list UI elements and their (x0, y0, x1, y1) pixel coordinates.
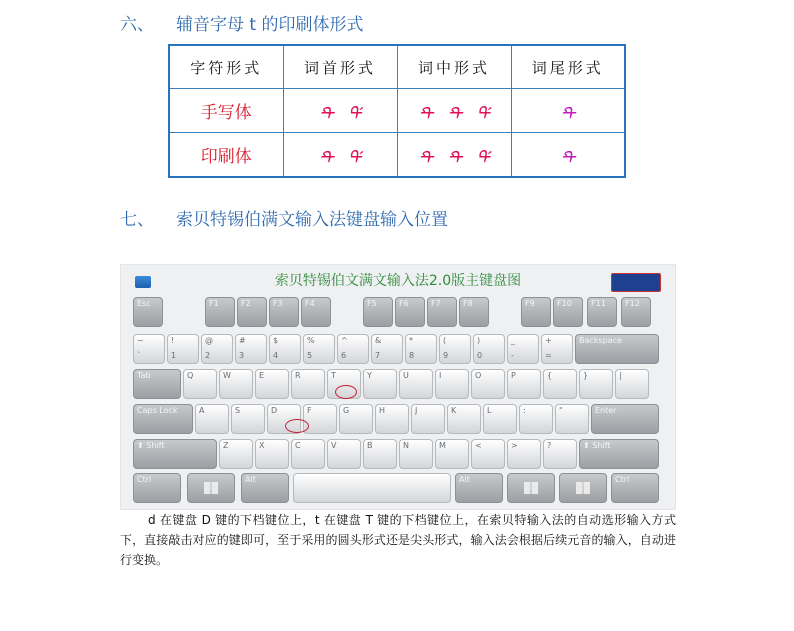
key (327, 439, 361, 469)
printed-initial-cell (283, 133, 397, 178)
spacebar-key (293, 473, 451, 503)
key-label: T (331, 371, 336, 380)
menu-icon (576, 482, 590, 494)
key-label: X (259, 441, 265, 450)
key-label: A (199, 406, 205, 415)
row-label-handwritten: 手写体 (169, 89, 283, 133)
key-sub-label: 4 (273, 351, 279, 360)
section-6-number: 六、 (120, 15, 154, 35)
key (459, 297, 489, 327)
glyph: ᡩ (476, 148, 490, 169)
key-label: W (223, 371, 231, 380)
key-label: Esc (137, 299, 151, 308)
header-char-form: 字符形式 (169, 45, 283, 89)
key (339, 404, 373, 434)
handwritten-initial-cell (283, 89, 397, 133)
header-medial-form: 词中形式 (397, 45, 511, 89)
key-label: R (295, 371, 301, 380)
key-label: ( (443, 336, 447, 345)
key (473, 334, 505, 364)
key (195, 404, 229, 434)
key-label: " (559, 406, 563, 415)
key (439, 334, 471, 364)
key-label: H (379, 406, 386, 415)
key-label: Backspace (579, 336, 622, 345)
key (301, 297, 331, 327)
key (435, 439, 469, 469)
key (519, 404, 553, 434)
key (591, 404, 659, 434)
key (219, 439, 253, 469)
key-label: F12 (625, 299, 640, 308)
key-sub-label: 5 (307, 351, 313, 360)
key (291, 369, 325, 399)
key (621, 297, 651, 327)
key-label: ~ (137, 336, 144, 345)
key (133, 439, 217, 469)
key-sub-label: 8 (409, 351, 415, 360)
key (507, 334, 539, 364)
key-label: Q (187, 371, 194, 380)
key (579, 369, 613, 399)
key (183, 369, 217, 399)
key (133, 297, 163, 327)
windows-logo-icon (524, 482, 538, 494)
key (255, 439, 289, 469)
key-label: Alt (459, 475, 470, 484)
key-sub-label: = (545, 351, 552, 360)
key (395, 297, 425, 327)
key-label: + (545, 336, 552, 345)
key-label: F8 (463, 299, 473, 308)
key-label: G (343, 406, 350, 415)
key-label: { (547, 371, 553, 380)
key-label: N (403, 441, 409, 450)
key-label: Z (223, 441, 229, 450)
keyboard-diagram (120, 264, 676, 510)
key (399, 369, 433, 399)
key (435, 369, 469, 399)
key (371, 334, 403, 364)
key (205, 297, 235, 327)
key (587, 297, 617, 327)
key-label: > (511, 441, 518, 450)
key-label: & (375, 336, 382, 345)
menu-key (559, 473, 607, 503)
key (167, 334, 199, 364)
glyph: ᡨ (318, 148, 334, 169)
key-label: U (403, 371, 409, 380)
key (231, 404, 265, 434)
glyph: ᡨ (418, 104, 434, 125)
key-label: C (295, 441, 301, 450)
key (201, 334, 233, 364)
key-label: % (307, 336, 315, 345)
key-label: I (439, 371, 442, 380)
key-sub-label: - (511, 351, 514, 360)
key (541, 334, 573, 364)
section-7-title: 索贝特锡伯满文输入法键盘输入位置 (176, 210, 448, 230)
key-label: ! (171, 336, 175, 345)
glyph: ᡨ (447, 104, 463, 125)
key-label: B (367, 441, 373, 450)
key-sub-label: 6 (341, 351, 347, 360)
glyph: ᡨ (418, 148, 434, 169)
handwritten-final-cell (511, 89, 625, 133)
key-label: $ (273, 336, 279, 345)
handwritten-medial-cell (397, 89, 511, 133)
key (471, 439, 505, 469)
glyph: ᡩ (476, 104, 490, 125)
key (255, 369, 289, 399)
key-label: E (259, 371, 265, 380)
key (219, 369, 253, 399)
windows-key (507, 473, 555, 503)
key-label: F10 (557, 299, 572, 308)
key (363, 439, 397, 469)
key-label: ^ (341, 336, 348, 345)
key (411, 404, 445, 434)
glyph: ᡨ (560, 104, 576, 125)
key-label: Alt (245, 475, 256, 484)
header-initial-form: 词首形式 (283, 45, 397, 89)
key-label: @ (205, 336, 213, 345)
key-label: < (475, 441, 482, 450)
row-label-printed: 印刷体 (169, 133, 283, 178)
key-sub-label: 0 (477, 351, 483, 360)
highlight-ring-d-key (285, 419, 309, 433)
key-label: F (307, 406, 312, 415)
key-label: F5 (367, 299, 377, 308)
key-label: M (439, 441, 446, 450)
key (543, 439, 577, 469)
key-sub-label: 7 (375, 351, 381, 360)
brand-logo-icon (611, 273, 661, 292)
key (303, 404, 337, 434)
key-sub-label: 3 (239, 351, 245, 360)
key-sub-label: ` (137, 351, 141, 360)
key (553, 297, 583, 327)
key (337, 334, 369, 364)
key-label: | (619, 371, 622, 380)
key (363, 369, 397, 399)
key-label: L (487, 406, 492, 415)
key-label: K (451, 406, 457, 415)
glyph: ᡨ (560, 148, 576, 169)
key (133, 334, 165, 364)
key (507, 369, 541, 399)
key-label: F6 (399, 299, 409, 308)
key (241, 473, 289, 503)
key-label: Caps Lock (137, 406, 178, 415)
key (235, 334, 267, 364)
key-sub-label: 2 (205, 351, 211, 360)
key-label: F2 (241, 299, 251, 308)
key-label: F11 (591, 299, 606, 308)
key (375, 404, 409, 434)
windows-logo-icon (204, 482, 218, 494)
key (611, 473, 659, 503)
key (447, 404, 481, 434)
key (575, 334, 659, 364)
key (303, 334, 335, 364)
key-label: F7 (431, 299, 441, 308)
key (427, 297, 457, 327)
key (579, 439, 659, 469)
keyboard-title: 索贝特锡伯文满文输入法2.0版主键盘图 (274, 273, 522, 289)
key-label: V (331, 441, 337, 450)
key-label: _ (511, 336, 515, 345)
key (455, 473, 503, 503)
key (269, 297, 299, 327)
section-7-heading (120, 205, 448, 230)
key (133, 369, 181, 399)
key-label: F4 (305, 299, 315, 308)
key-label: F9 (525, 299, 535, 308)
key (363, 297, 393, 327)
windows-key (187, 473, 235, 503)
key-label: F1 (209, 299, 219, 308)
key-label: ⬆ Shift (137, 441, 165, 450)
glyph: ᡩ (347, 104, 362, 125)
section-6-heading (120, 10, 363, 35)
key-label: ? (547, 441, 552, 450)
key (237, 297, 267, 327)
key (543, 369, 577, 399)
key-label: } (583, 371, 589, 380)
key-label: D (271, 406, 278, 415)
printed-final-cell (511, 133, 625, 178)
glyph: ᡨ (318, 104, 334, 125)
key-label: ⬆ Shift (583, 441, 611, 450)
key (507, 439, 541, 469)
printed-medial-cell (397, 133, 511, 178)
letter-forms-table (168, 44, 626, 178)
key-label: Y (367, 371, 372, 380)
key-label: F3 (273, 299, 283, 308)
key-label: : (523, 406, 526, 415)
key-label: Ctrl (615, 475, 630, 484)
glyph: ᡩ (347, 148, 362, 169)
highlight-ring-t-key (335, 385, 357, 399)
key-label: Tab (137, 371, 151, 380)
key (483, 404, 517, 434)
key-sub-label: 9 (443, 351, 449, 360)
key-label: P (511, 371, 516, 380)
key (133, 404, 193, 434)
key-label: Enter (595, 406, 617, 415)
key-label: O (475, 371, 482, 380)
key (133, 473, 181, 503)
key (269, 334, 301, 364)
key-label: * (409, 336, 413, 345)
section-7-number: 七、 (120, 210, 154, 230)
key (405, 334, 437, 364)
glyph: ᡨ (447, 148, 463, 169)
key (291, 439, 325, 469)
description-paragraph: d 在键盘 D 键的下档键位上，t 在键盘 T 键的下档键位上，在索贝特输入法的自动选形输入方式下，直接敲击对应的键即可，至于采用的圆头形式还是尖头形式，输入法会根据后续元音的输入，自动进行变换。 (120, 513, 676, 567)
key-label: ) (477, 336, 481, 345)
key (555, 404, 589, 434)
header-final-form: 词尾形式 (511, 45, 625, 89)
key-sub-label: 1 (171, 351, 177, 360)
key (399, 439, 433, 469)
key-label: J (415, 406, 418, 415)
key-label: Ctrl (137, 475, 152, 484)
key (615, 369, 649, 399)
key-label: S (235, 406, 241, 415)
section-6-title: 辅音字母 t 的印刷体形式 (176, 15, 364, 35)
key (521, 297, 551, 327)
key (471, 369, 505, 399)
key-label: # (239, 336, 246, 345)
